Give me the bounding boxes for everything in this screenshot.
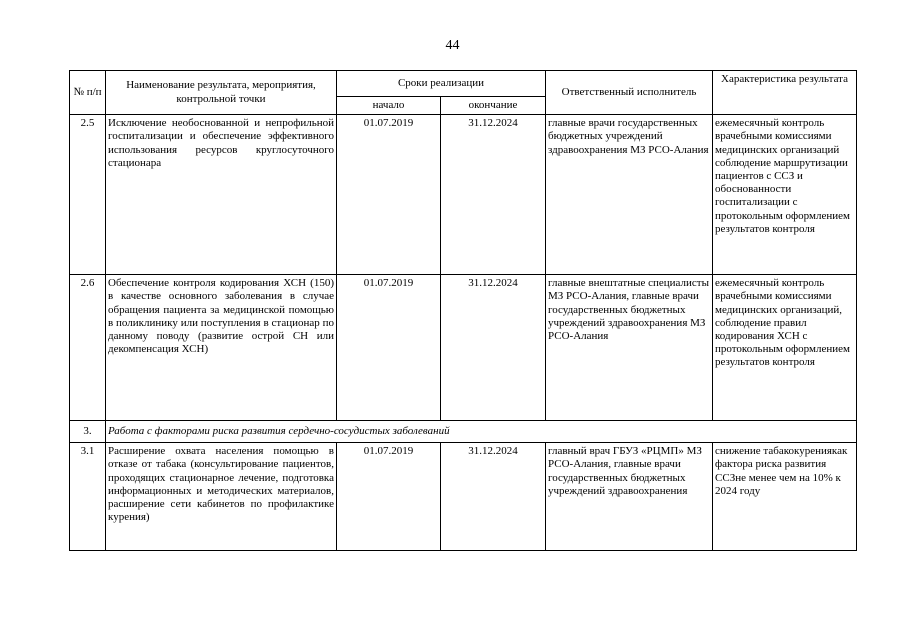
row-end: 31.12.2024	[441, 115, 546, 275]
section-row	[70, 421, 857, 443]
table-row	[70, 275, 857, 421]
header-num: № п/п	[70, 71, 106, 115]
table-row	[70, 115, 857, 275]
row-num: 2.5	[70, 115, 106, 275]
row-end: 31.12.2024	[441, 443, 546, 551]
row-num: 3.1	[70, 443, 106, 551]
row-executor: главный врач ГБУЗ «РЦМП» МЗ РСО-Алания, главные врачи государственных бюджетных учреждений здравоохранения	[546, 443, 713, 551]
row-start: 01.07.2019	[337, 275, 441, 421]
page-number: 44	[445, 38, 460, 53]
header-terms: Сроки реализации	[337, 71, 546, 97]
row-result: ежемесячный контроль врачебными комиссиями медицинских организаций, соблюдение правил кодирования ХСН с протокольным оформлением результатов контроля	[713, 275, 857, 421]
header-executor: Ответственный исполнитель	[546, 71, 713, 115]
row-start: 01.07.2019	[337, 115, 441, 275]
header-result: Характеристика результата	[713, 71, 857, 115]
section-title: Работа с факторами риска развития сердечно-сосудистых заболеваний	[106, 421, 857, 443]
row-result: снижение табакокурениякак фактора риска развития ССЗне менее чем на 10% к 2024 году	[713, 443, 857, 551]
row-num: 2.6	[70, 275, 106, 421]
row-name: Расширение охвата населения помощью в отказе от табака (консультирование пациентов, проходящих стационарное лечение, подготовка информационных и методических материалов, расширение сети кабинетов по профилактике курения)	[106, 443, 337, 551]
header-name: Наименование результата, мероприятия, контрольной точки	[106, 71, 337, 115]
section-num: 3.	[70, 421, 106, 443]
row-name: Исключение необоснованной и непрофильной госпитализации и обеспечение эффективного использования ресурсов круглосуточного стационара	[106, 115, 337, 275]
header-end: окончание	[441, 97, 546, 115]
row-end: 31.12.2024	[441, 275, 546, 421]
implementation-plan-table	[69, 70, 857, 551]
row-executor: главные врачи государственных бюджетных учреждений здравоохранения МЗ РСО-Алания	[546, 115, 713, 275]
table-row	[70, 443, 857, 551]
row-start: 01.07.2019	[337, 443, 441, 551]
row-name: Обеспечение контроля кодирования ХСН (150) в качестве основного заболевания в случае обращения пациента за медицинской помощью в поликлинику или поступления в стационар по данному поводу (развитие острой СН или декомпенсация ХСН)	[106, 275, 337, 421]
row-executor: главные внештатные специалисты МЗ РСО-Алания, главные врачи государственных бюджетных учреждений здравоохранения МЗ РСО-Алания	[546, 275, 713, 421]
row-result: ежемесячный контроль врачебными комиссиями медицинских организаций соблюдение маршрутизации пациентов с ССЗ и обоснованности госпитализации с протокольным оформлением результатов контроля	[713, 115, 857, 275]
header-start: начало	[337, 97, 441, 115]
